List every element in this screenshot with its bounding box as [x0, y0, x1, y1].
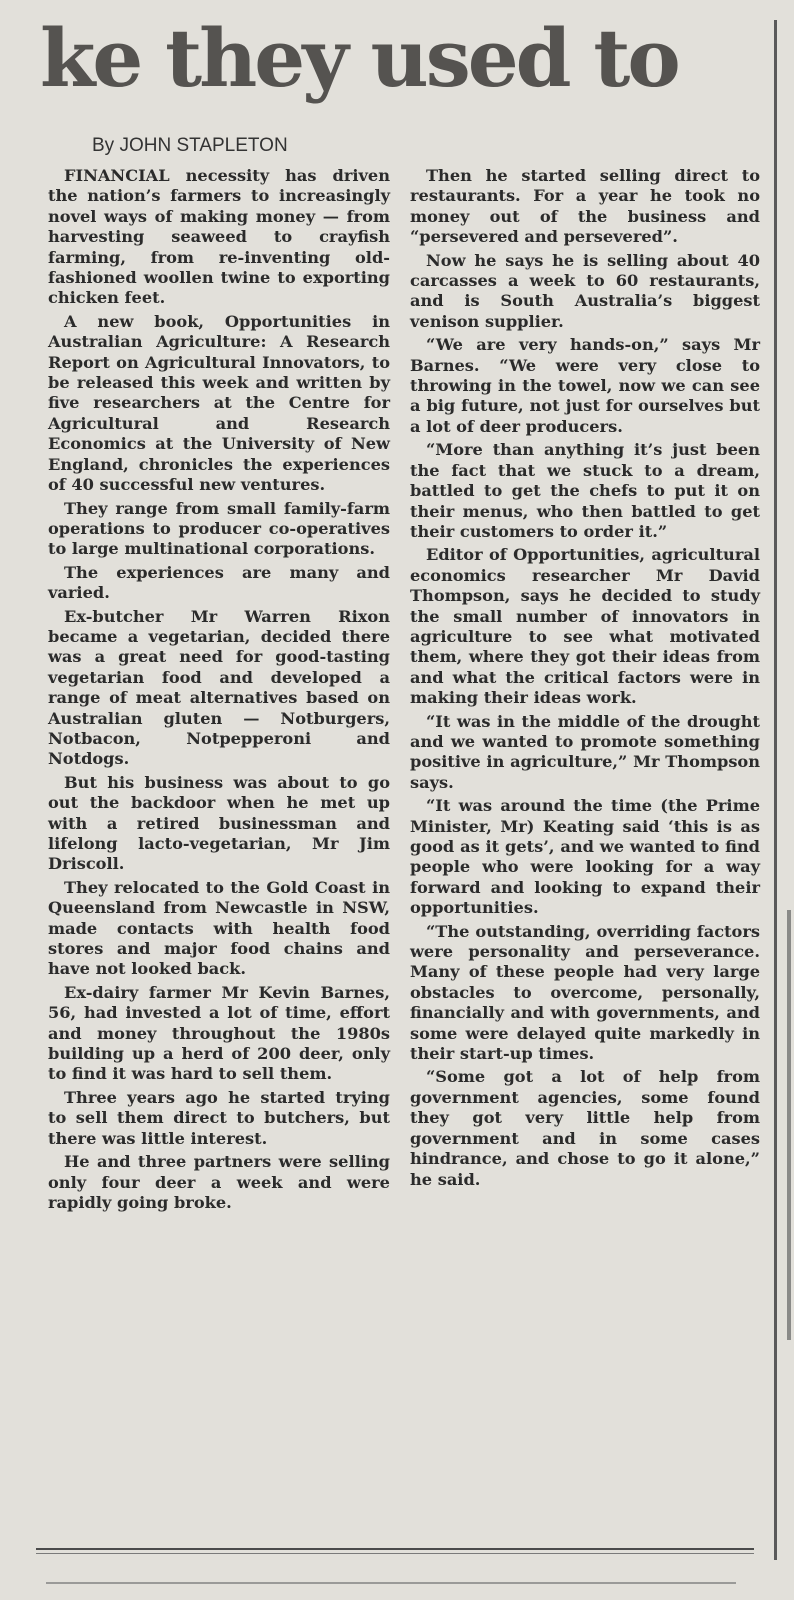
edge-rule-right	[787, 910, 791, 1340]
paragraph: But his business was about to go out the backdoor when he met up with a retired businessman and lifelong lacto-vegetarian, Mr Jim Driscoll.	[48, 772, 390, 874]
paragraph: The experiences are many and varied.	[48, 562, 390, 603]
paragraph: He and three partners were selling only four deer a week and were rapidly going broke.	[48, 1152, 390, 1212]
paragraph: “Some got a lot of help from government agencies, some found they got very little help from government and in some cases hindrance, and chose to go it alone,” he said.	[410, 1067, 760, 1189]
paragraph: Now he says he is selling about 40 carcasses a week to 60 restaurants, and is South Australia’s biggest venison supplier.	[410, 250, 760, 331]
paragraph: “More than anything it’s just been the fact that we stuck to a dream, battled to get the chefs to put it on their menus, who then battled to get their customers to order it.”	[410, 440, 760, 541]
paragraph: Ex-dairy farmer Mr Kevin Barnes, 56, had invested a lot of time, effort and money throughout the 1980s building up a herd of 200 deer, only to find it was hard to sell them.	[48, 982, 390, 1084]
bottom-rule-thin	[36, 1553, 754, 1554]
paragraph: They relocated to the Gold Coast in Queensland from Newcastle in NSW, made contacts with health food stores and major food chains and have not looked back.	[48, 877, 390, 979]
paragraph: A new book, Opportunities in Australian Agriculture: A Research Report on Agricultural Innovators, to be released this week and written by five researchers at the Centre for Agricultural and Research Economics at the University of New England, chronicles the experiences of 40 successful new ventures.	[48, 311, 390, 495]
article-column-2	[410, 166, 760, 1193]
paragraph: “It was in the middle of the drought and we wanted to promote something positive in agriculture,” Mr Thompson says.	[410, 711, 760, 792]
paragraph: FINANCIAL necessity has driven the nation’s farmers to increasingly novel ways of making money — from harvesting seaweed to crayfish farming, from re-inventing old-fashioned woollen twine to exporting chicken feet.	[48, 166, 390, 308]
footer-rule	[46, 1582, 736, 1584]
byline: By JOHN STAPLETON	[92, 135, 288, 156]
paragraph: Three years ago he started trying to sell them direct to butchers, but there was little interest.	[48, 1087, 390, 1148]
paragraph: “It was around the time (the Prime Minister, Mr) Keating said ‘this is as good as it gets’, and we wanted to find people who were looking for a way forward and looking to expand their opportunities.	[410, 796, 760, 918]
paragraph: “We are very hands-on,” says Mr Barnes. “We were very close to throwing in the towel, now we can see a big future, not just for ourselves but a lot of deer producers.	[410, 335, 760, 436]
article-column-1	[48, 166, 390, 1216]
paragraph: Ex-butcher Mr Warren Rixon became a vegetarian, decided there was a great need for good-tasting vegetarian food and developed a range of meat alternatives based on Australian gluten — Notburgers, Notbacon, Notpepperoni and Notdogs.	[48, 606, 390, 769]
paragraph: Editor of Opportunities, agricultural economics researcher Mr David Thompson, says he decided to study the small number of innovators in agriculture to see what motivated them, where they got their ideas from and what the critical factors were in making their ideas work.	[410, 545, 760, 708]
paragraph: They range from small family-farm operations to producer co-operatives to large multinational corporations.	[48, 498, 390, 559]
bottom-rule	[36, 1548, 754, 1550]
column-rule-right	[774, 20, 777, 1560]
paragraph: Then he started selling direct to restaurants. For a year he took no money out of the business and “persevered and persevered”.	[410, 166, 760, 247]
paragraph: “The outstanding, overriding factors were personality and perseverance. Many of these people had very large obstacles to overcome, personally, financially and with governments, and some were delayed quite markedly in their start-up times.	[410, 921, 760, 1064]
headline: ke they used to	[40, 11, 678, 105]
